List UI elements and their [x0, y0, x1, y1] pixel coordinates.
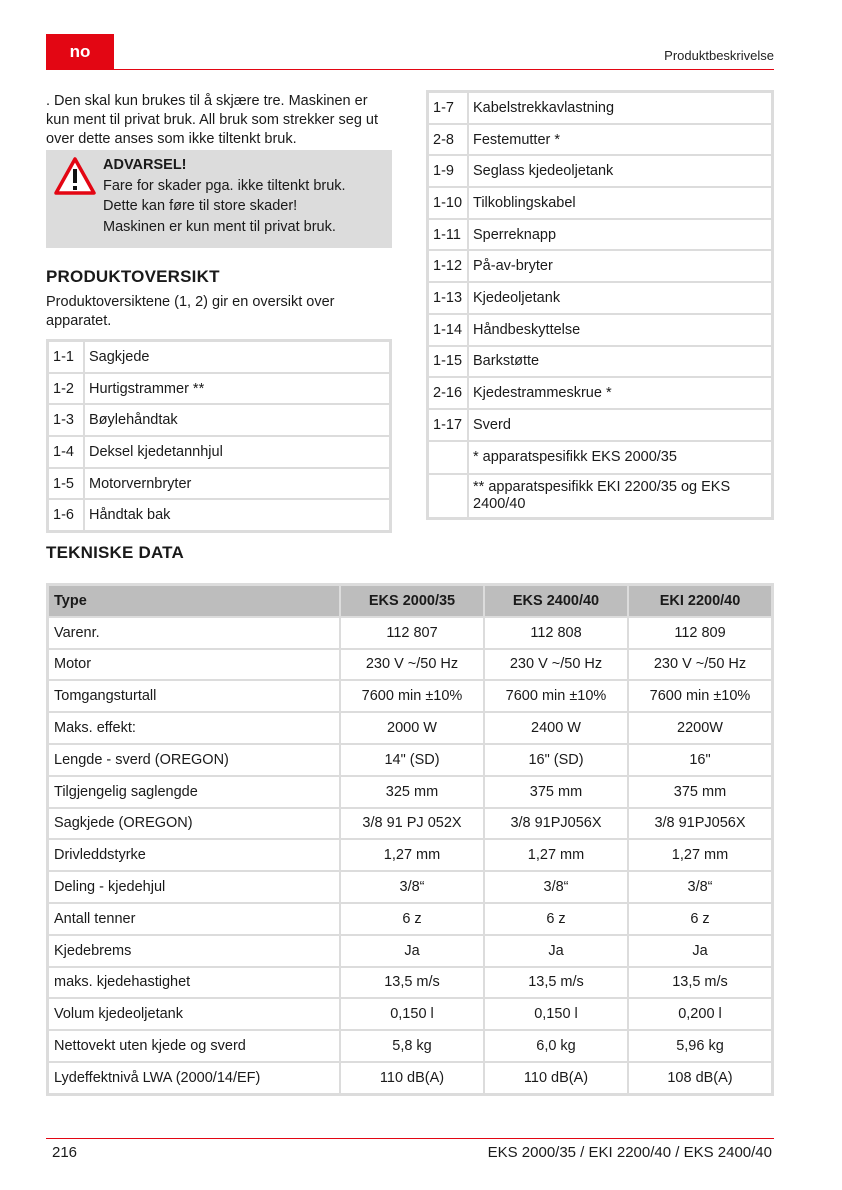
part-number: 2-8: [428, 124, 468, 156]
part-number: 1-3: [48, 404, 84, 436]
part-name: Deksel kjedetannhjul: [84, 436, 390, 468]
spec-label: Maks. effekt:: [48, 712, 340, 744]
spec-value: 0,200 l: [628, 998, 772, 1030]
tech-row: [48, 649, 772, 681]
part-row: [48, 436, 390, 468]
spec-value: 13,5 m/s: [484, 967, 628, 999]
spec-label: Antall tenner: [48, 903, 340, 935]
spec-value: 3/8“: [484, 871, 628, 903]
header-divider: [46, 69, 774, 70]
spec-value: 230 V ~/50 Hz: [484, 649, 628, 681]
footer-models: EKS 2000/35 / EKI 2200/40 / EKS 2400/40: [487, 1144, 772, 1161]
spec-value: 112 809: [628, 617, 772, 649]
spec-value: 3/8 91PJ056X: [628, 808, 772, 840]
spec-value: 5,96 kg: [628, 1030, 772, 1062]
spec-value: Ja: [484, 935, 628, 967]
tech-row: [48, 967, 772, 999]
warning-text: [103, 155, 346, 237]
spec-value: 325 mm: [340, 776, 484, 808]
footnote: * apparatspesifikk EKS 2000/35: [468, 441, 772, 474]
spec-value: 14" (SD): [340, 744, 484, 776]
tech-header-row: [48, 585, 772, 617]
part-name: Sperreknapp: [468, 219, 772, 251]
tech-row: [48, 617, 772, 649]
tech-row: [48, 680, 772, 712]
spec-value: 13,5 m/s: [340, 967, 484, 999]
part-number: 1-11: [428, 219, 468, 251]
spec-value: 375 mm: [484, 776, 628, 808]
part-number: 1-5: [48, 468, 84, 500]
spec-label: Deling - kjedehjul: [48, 871, 340, 903]
part-name: På-av-bryter: [468, 250, 772, 282]
page-number: 216: [52, 1144, 78, 1161]
spec-label: Motor: [48, 649, 340, 681]
spec-value: 1,27 mm: [628, 839, 772, 871]
footnote: ** apparatspesifikk EKI 2200/35 og EKS 2400/40: [468, 474, 772, 518]
spec-value: 110 dB(A): [484, 1062, 628, 1094]
tech-row: [48, 871, 772, 903]
spec-label: maks. kjedehastighet: [48, 967, 340, 999]
tech-row: [48, 808, 772, 840]
part-name: Seglass kjedeoljetank: [468, 155, 772, 187]
part-number: 1-9: [428, 155, 468, 187]
part-row: [48, 341, 390, 373]
spec-value: 0,150 l: [484, 998, 628, 1030]
model-header: EKS 2400/40: [484, 585, 628, 617]
warning-line: Maskinen er kun ment til privat bruk.: [103, 218, 336, 235]
parts-list-left: [46, 339, 392, 533]
part-row: [428, 282, 772, 314]
part-number: 1-13: [428, 282, 468, 314]
note-row: [428, 441, 772, 474]
part-row: [428, 124, 772, 156]
tech-row: [48, 1030, 772, 1062]
spec-label: Kjedebrems: [48, 935, 340, 967]
tech-row: [48, 712, 772, 744]
spec-value: 230 V ~/50 Hz: [628, 649, 772, 681]
part-row: [428, 92, 772, 124]
part-row: [428, 314, 772, 346]
tech-heading: TEKNISKE DATA: [46, 543, 184, 562]
part-name: Sagkjede: [84, 341, 390, 373]
spec-value: 16": [628, 744, 772, 776]
overview-heading: PRODUKTOVERSIKT: [46, 267, 220, 286]
tech-data-table: [46, 583, 774, 1096]
footer-divider: [46, 1138, 774, 1139]
spec-value: 0,150 l: [340, 998, 484, 1030]
spec-value: 5,8 kg: [340, 1030, 484, 1062]
spec-value: 7600 min ±10%: [484, 680, 628, 712]
spec-value: 1,27 mm: [340, 839, 484, 871]
part-name: Håndtak bak: [84, 499, 390, 531]
tech-row: [48, 903, 772, 935]
spec-value: 375 mm: [628, 776, 772, 808]
spec-value: 108 dB(A): [628, 1062, 772, 1094]
part-number: 2-16: [428, 377, 468, 409]
spec-value: 112 808: [484, 617, 628, 649]
warning-line: Dette kan føre til store skader!: [103, 198, 298, 214]
part-number: 1-2: [48, 373, 84, 405]
tech-row: [48, 839, 772, 871]
spec-value: 2000 W: [340, 712, 484, 744]
spec-value: 112 807: [340, 617, 484, 649]
model-header: EKI 2200/40: [628, 585, 772, 617]
part-row: [48, 404, 390, 436]
tech-row: [48, 935, 772, 967]
spec-value: 2400 W: [484, 712, 628, 744]
part-number: 1-7: [428, 92, 468, 124]
spec-label: Nettovekt uten kjede og sverd: [48, 1030, 340, 1062]
part-row: [428, 155, 772, 187]
warning-line: Fare for skader pga. ikke tiltenkt bruk.: [103, 177, 346, 194]
spec-value: 16" (SD): [484, 744, 628, 776]
spec-value: 7600 min ±10%: [628, 680, 772, 712]
type-header: Type: [48, 585, 340, 617]
note-spacer: [428, 441, 468, 474]
part-name: Kjedeoljetank: [468, 282, 772, 314]
part-number: 1-12: [428, 250, 468, 282]
spec-value: 6 z: [484, 903, 628, 935]
part-number: 1-6: [48, 499, 84, 531]
part-name: Kjedestrammeskrue *: [468, 377, 772, 409]
spec-value: Ja: [628, 935, 772, 967]
tech-row: [48, 1062, 772, 1094]
part-number: 1-14: [428, 314, 468, 346]
tech-row: [48, 776, 772, 808]
part-row: [428, 346, 772, 378]
spec-value: 6 z: [340, 903, 484, 935]
section-title: Produktbeskrivelse: [664, 48, 774, 63]
note-spacer: [428, 474, 468, 518]
part-name: Motorvernbryter: [84, 468, 390, 500]
spec-value: 13,5 m/s: [628, 967, 772, 999]
parts-list-right: [426, 90, 774, 520]
part-name: Sverd: [468, 409, 772, 441]
tech-row: [48, 998, 772, 1030]
spec-value: 1,27 mm: [484, 839, 628, 871]
part-row: [428, 219, 772, 251]
part-number: 1-10: [428, 187, 468, 219]
part-row: [428, 409, 772, 441]
spec-value: 110 dB(A): [340, 1062, 484, 1094]
part-number: 1-15: [428, 346, 468, 378]
part-row: [428, 377, 772, 409]
spec-label: Tilgjengelig saglengde: [48, 776, 340, 808]
overview-description: Produktoversiktene (1, 2) gir en oversikt over apparatet.: [46, 294, 335, 329]
part-name: Barkstøtte: [468, 346, 772, 378]
spec-value: Ja: [340, 935, 484, 967]
part-row: [48, 499, 390, 531]
spec-value: 3/8 91 PJ 052X: [340, 808, 484, 840]
part-number: 1-1: [48, 341, 84, 373]
part-number: 1-4: [48, 436, 84, 468]
spec-value: 230 V ~/50 Hz: [340, 649, 484, 681]
part-name: Tilkoblingskabel: [468, 187, 772, 219]
part-name: Håndbeskyttelse: [468, 314, 772, 346]
spec-value: 2200W: [628, 712, 772, 744]
spec-label: Tomgangsturtall: [48, 680, 340, 712]
warning-triangle-icon: [54, 156, 96, 196]
part-name: Bøylehåndtak: [84, 404, 390, 436]
part-row: [428, 187, 772, 219]
language-tab: no: [46, 34, 114, 70]
spec-label: Volum kjedeoljetank: [48, 998, 340, 1030]
spec-value: 3/8“: [340, 871, 484, 903]
note-row: [428, 474, 772, 518]
part-row: [428, 250, 772, 282]
part-row: [48, 373, 390, 405]
intro-text: . Den skal kun brukes til å skjære tre. Maskinen er kun ment til privat bruk. All bruk som strekker seg ut over dette anses som ikke tiltenkt bruk.: [46, 93, 379, 147]
part-name: Festemutter *: [468, 124, 772, 156]
spec-label: Lengde - sverd (OREGON): [48, 744, 340, 776]
part-name: Hurtigstrammer **: [84, 373, 390, 405]
spec-value: 3/8“: [628, 871, 772, 903]
spec-value: 6 z: [628, 903, 772, 935]
spec-label: Lydeffektnivå LWA (2000/14/EF): [48, 1062, 340, 1094]
warning-box: [46, 150, 392, 248]
spec-label: Sagkjede (OREGON): [48, 808, 340, 840]
model-header: EKS 2000/35: [340, 585, 484, 617]
warning-title: ADVARSEL!: [103, 157, 187, 173]
spec-value: 3/8 91PJ056X: [484, 808, 628, 840]
spec-value: 6,0 kg: [484, 1030, 628, 1062]
part-name: Kabelstrekkavlastning: [468, 92, 772, 124]
tech-row: [48, 744, 772, 776]
spec-label: Drivleddstyrke: [48, 839, 340, 871]
part-row: [48, 468, 390, 500]
part-number: 1-17: [428, 409, 468, 441]
spec-label: Varenr.: [48, 617, 340, 649]
spec-value: 7600 min ±10%: [340, 680, 484, 712]
